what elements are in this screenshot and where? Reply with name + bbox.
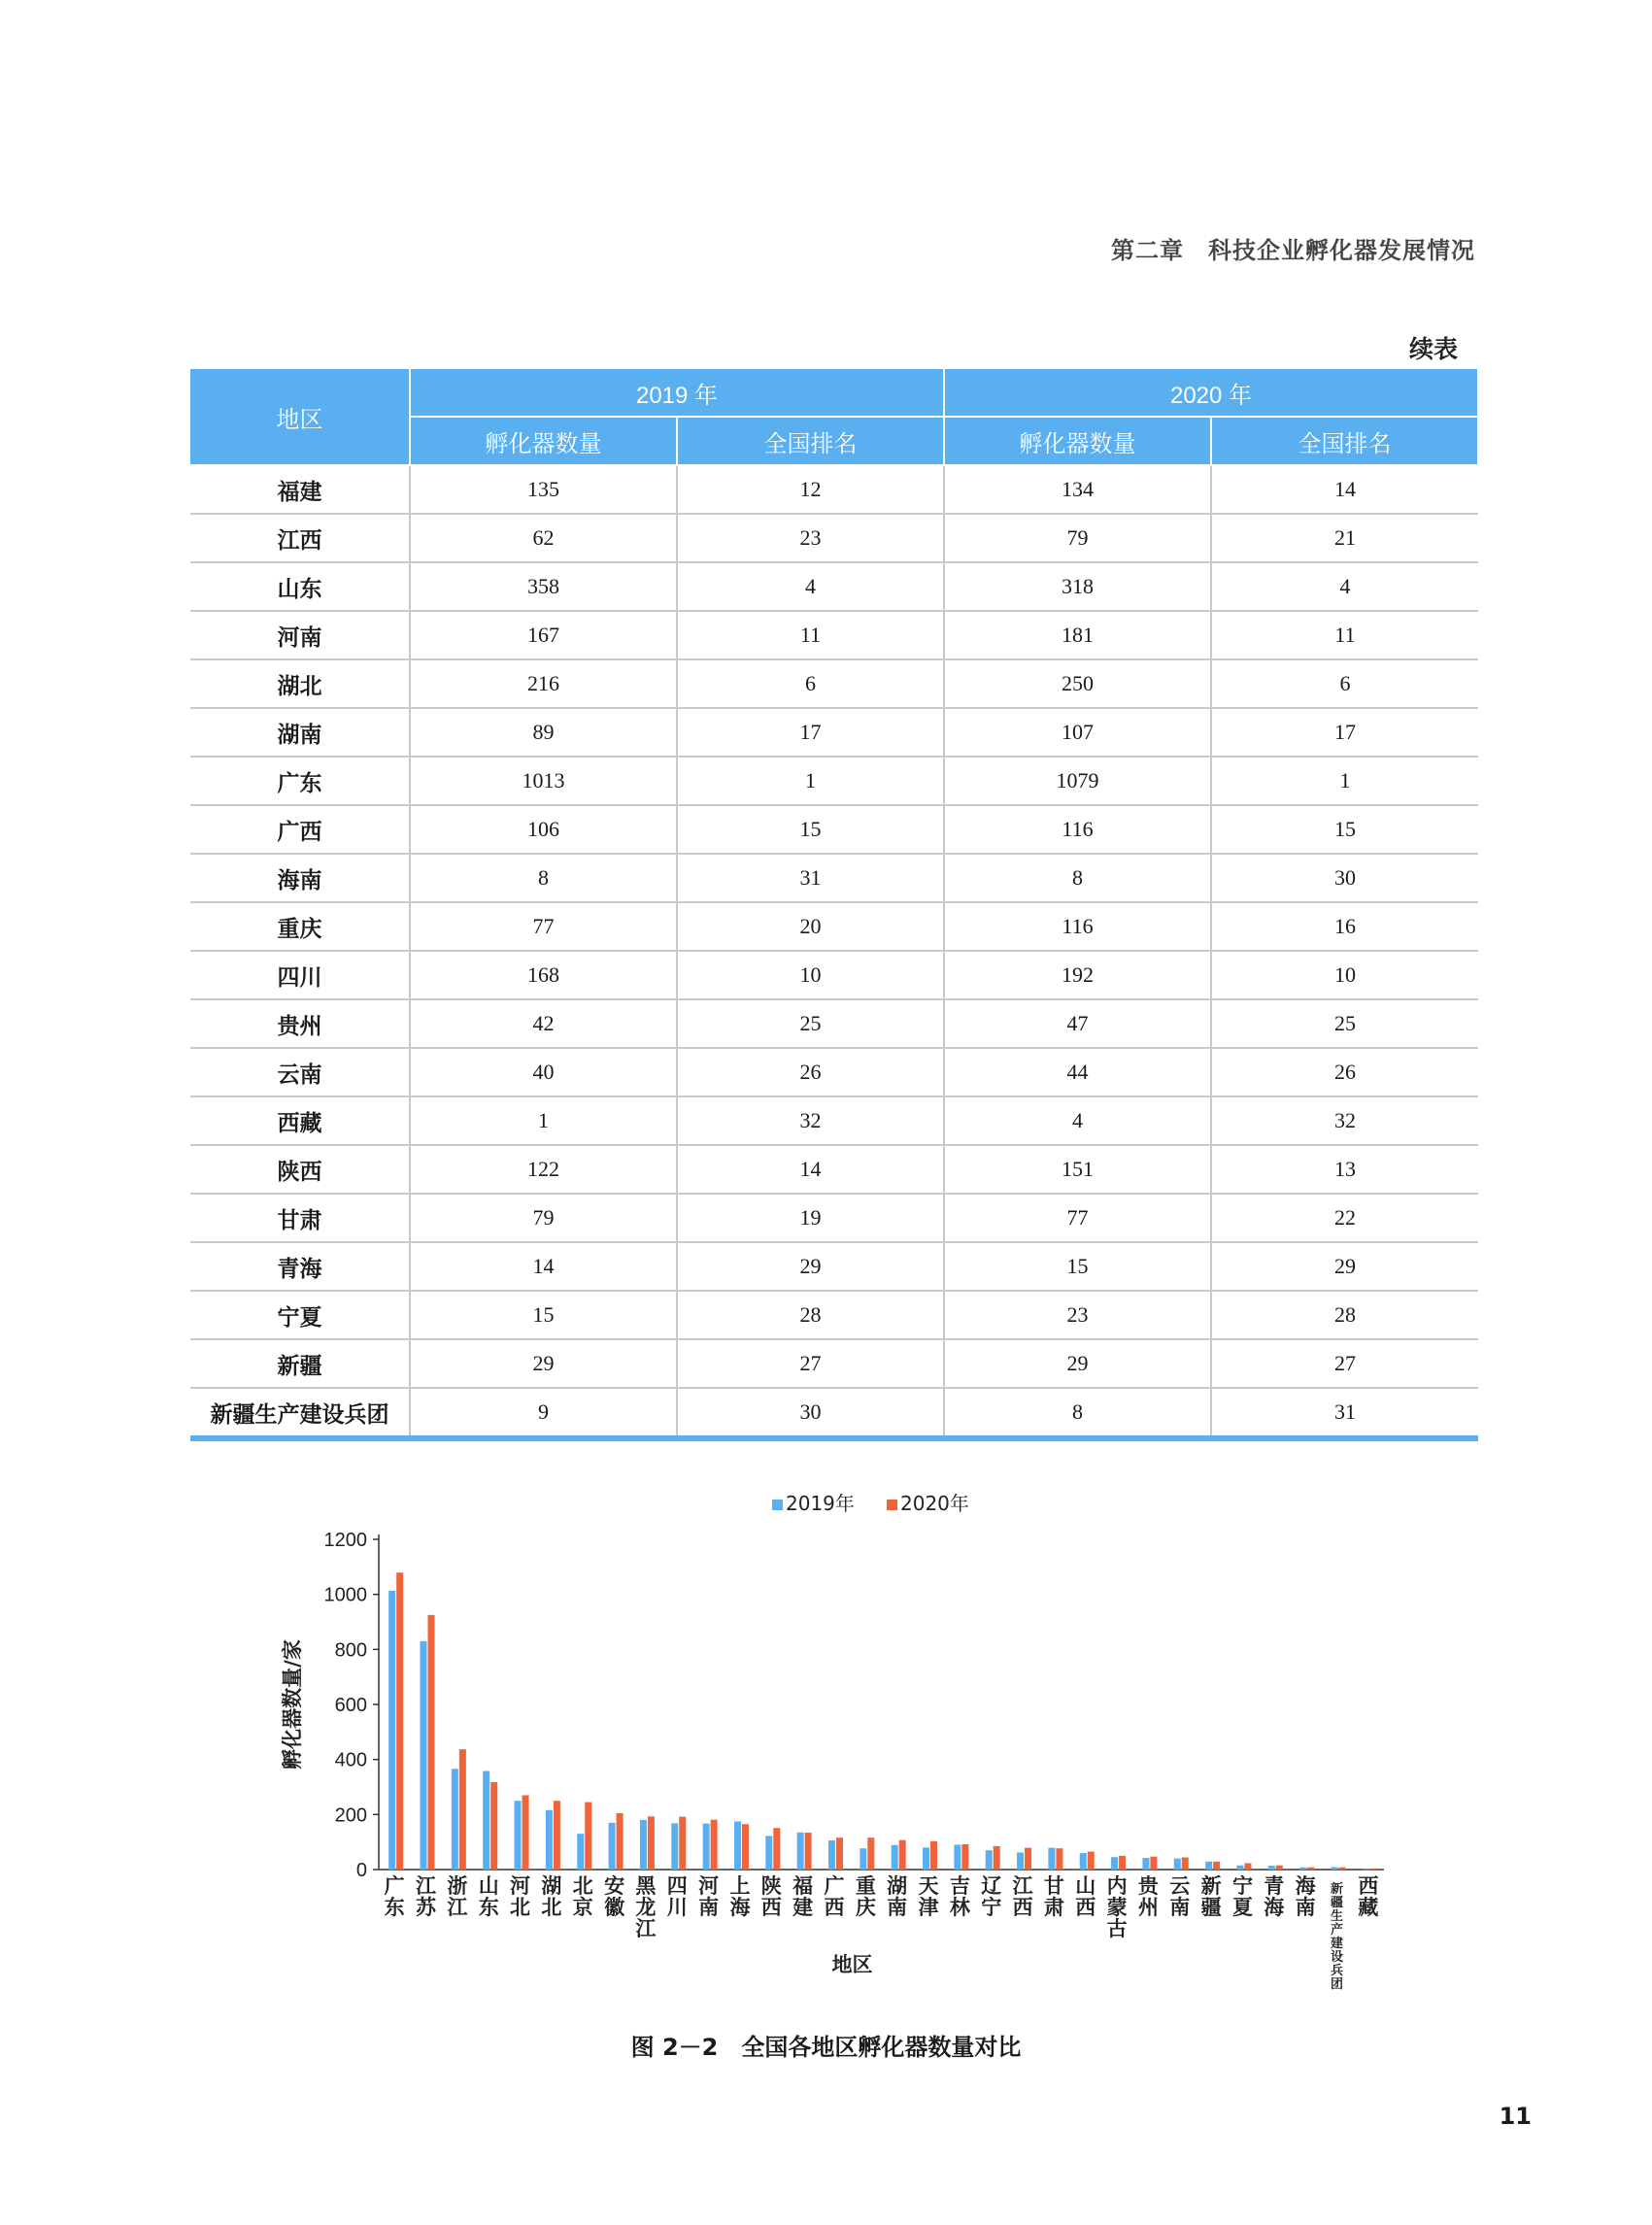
y-tick-label: 0: [355, 1860, 367, 1881]
header-year-2019: 2019 年: [410, 368, 944, 417]
x-tick-label: 四川: [666, 1874, 688, 1919]
bar-2019: [1205, 1862, 1212, 1870]
bar-2020: [1213, 1862, 1220, 1870]
x-tick-label: 广东: [384, 1874, 405, 1919]
x-tick-label: 内蒙古: [1106, 1874, 1128, 1940]
cell-count-2019: 1013: [410, 757, 677, 805]
cell-rank-2019: 1: [677, 757, 944, 805]
bar-2020: [899, 1840, 906, 1870]
bar-2020: [585, 1803, 591, 1870]
y-tick-label: 1200: [323, 1530, 367, 1551]
cell-region: 广东: [190, 757, 410, 805]
x-tick-label: 河南: [698, 1874, 720, 1919]
cell-count-2019: 40: [410, 1048, 677, 1096]
cell-rank-2019: 30: [677, 1388, 944, 1438]
cell-rank-2019: 32: [677, 1096, 944, 1145]
cell-rank-2020: 32: [1211, 1096, 1478, 1145]
cell-count-2019: 29: [410, 1339, 677, 1388]
bar-chart-svg: [262, 1486, 1408, 1991]
bar-2019: [388, 1591, 395, 1870]
x-tick-label: 山西: [1075, 1874, 1096, 1919]
cell-count-2020: 29: [944, 1339, 1211, 1388]
table-row: [190, 1242, 1478, 1291]
cell-rank-2019: 14: [677, 1145, 944, 1194]
bar-2020: [1182, 1858, 1189, 1870]
cell-region: 西藏: [190, 1096, 410, 1145]
y-tick-label: 200: [334, 1804, 367, 1827]
table-row: [190, 1048, 1478, 1096]
bar-2019: [640, 1820, 647, 1870]
x-tick-label: 山东: [478, 1874, 499, 1919]
cell-region: 广西: [190, 805, 410, 854]
y-tick-label: 1000: [323, 1584, 367, 1606]
cell-region: 湖北: [190, 659, 410, 708]
bar-2019: [954, 1845, 961, 1871]
cell-rank-2020: 25: [1211, 999, 1478, 1048]
bar-2020: [617, 1813, 624, 1870]
bar-chart: [262, 1486, 1408, 1991]
bar-2020: [459, 1749, 466, 1870]
cell-rank-2019: 20: [677, 902, 944, 951]
cell-rank-2020: 15: [1211, 805, 1478, 854]
bar-2020: [428, 1615, 435, 1870]
table-row: [190, 1194, 1478, 1242]
bar-2019: [1017, 1852, 1024, 1870]
cell-count-2020: 318: [944, 562, 1211, 611]
bar-2020: [490, 1782, 497, 1870]
bar-2019: [797, 1833, 804, 1870]
table-row: [190, 611, 1478, 659]
x-tick-label: 贵州: [1137, 1874, 1159, 1919]
cell-rank-2020: 4: [1211, 562, 1478, 611]
bar-2020: [867, 1837, 874, 1870]
bar-2019: [986, 1850, 993, 1870]
cell-count-2019: 167: [410, 611, 677, 659]
cell-region: 贵州: [190, 999, 410, 1048]
cell-count-2020: 250: [944, 659, 1211, 708]
cell-region: 新疆生产建设兵团: [190, 1388, 410, 1438]
bar-2020: [1056, 1848, 1062, 1870]
cell-count-2019: 358: [410, 562, 677, 611]
table-row: [190, 562, 1478, 611]
table-row: [190, 757, 1478, 805]
bar-2019: [452, 1769, 458, 1870]
table-row: [190, 1096, 1478, 1145]
cell-rank-2019: 26: [677, 1048, 944, 1096]
bar-2019: [671, 1823, 678, 1870]
cell-count-2020: 79: [944, 514, 1211, 562]
x-tick-label: 江苏: [416, 1874, 437, 1919]
cell-count-2020: 192: [944, 951, 1211, 999]
cell-rank-2019: 12: [677, 465, 944, 514]
cell-count-2019: 79: [410, 1194, 677, 1242]
cell-count-2019: 168: [410, 951, 677, 999]
table-row: [190, 1291, 1478, 1339]
bar-2019: [923, 1847, 929, 1870]
bar-2019: [860, 1848, 866, 1870]
cell-count-2020: 116: [944, 805, 1211, 854]
cell-rank-2020: 11: [1211, 611, 1478, 659]
cell-region: 重庆: [190, 902, 410, 951]
figure-caption: 图 2－2 全国各地区孵化器数量对比: [630, 2034, 1022, 2061]
cell-region: 青海: [190, 1242, 410, 1291]
bar-2020: [930, 1841, 937, 1870]
bar-2020: [836, 1837, 843, 1870]
cell-rank-2019: 6: [677, 659, 944, 708]
x-tick-label: 河北: [510, 1874, 531, 1919]
cell-count-2020: 116: [944, 902, 1211, 951]
x-tick-label: 浙江: [447, 1874, 468, 1919]
cell-count-2020: 1079: [944, 757, 1211, 805]
cell-count-2020: 134: [944, 465, 1211, 514]
bar-2019: [1174, 1859, 1181, 1870]
bar-2019: [577, 1834, 584, 1870]
header-rank-2019: 全国排名: [677, 417, 944, 465]
cell-rank-2020: 28: [1211, 1291, 1478, 1339]
header-rank-2020: 全国排名: [1211, 417, 1478, 465]
bar-2020: [805, 1833, 812, 1870]
x-tick-label: 福建: [792, 1874, 814, 1919]
table-row: [190, 854, 1478, 902]
bar-2019: [1236, 1866, 1243, 1870]
cell-count-2020: 107: [944, 708, 1211, 757]
bar-2020: [994, 1846, 1000, 1870]
cell-count-2019: 122: [410, 1145, 677, 1194]
page-number: 11: [1499, 2103, 1532, 2130]
cell-region: 陕西: [190, 1145, 410, 1194]
incubator-table: [190, 367, 1479, 1441]
cell-rank-2019: 31: [677, 854, 944, 902]
cell-rank-2019: 11: [677, 611, 944, 659]
cell-region: 宁夏: [190, 1291, 410, 1339]
cell-rank-2020: 16: [1211, 902, 1478, 951]
cell-count-2019: 216: [410, 659, 677, 708]
cell-rank-2019: 15: [677, 805, 944, 854]
bar-2019: [765, 1836, 772, 1870]
legend-swatch-2019: [772, 1500, 783, 1510]
table-row: [190, 805, 1478, 854]
bar-2019: [515, 1801, 522, 1870]
x-tick-label: 新疆: [1200, 1874, 1222, 1919]
bar-2019: [703, 1824, 710, 1870]
bar-2020: [1338, 1868, 1345, 1870]
cell-rank-2020: 31: [1211, 1388, 1478, 1438]
cell-count-2019: 9: [410, 1388, 677, 1438]
table-row: [190, 514, 1478, 562]
cell-count-2019: 42: [410, 999, 677, 1048]
x-axis-label: 地区: [831, 1953, 873, 1976]
cell-rank-2020: 10: [1211, 951, 1478, 999]
bar-2020: [711, 1820, 718, 1870]
bar-2020: [396, 1572, 403, 1870]
cell-rank-2019: 27: [677, 1339, 944, 1388]
x-tick-label: 北京: [572, 1874, 593, 1919]
header-region: 地区: [190, 368, 410, 465]
x-tick-label: 青海: [1264, 1874, 1285, 1919]
x-tick-label: 陕西: [760, 1874, 782, 1919]
cell-count-2020: 181: [944, 611, 1211, 659]
x-tick-label: 湖北: [541, 1874, 562, 1919]
bar-2019: [734, 1821, 741, 1870]
x-tick-label: 海南: [1295, 1874, 1316, 1919]
cell-region: 河南: [190, 611, 410, 659]
y-tick-label: 400: [334, 1749, 367, 1771]
cell-region: 海南: [190, 854, 410, 902]
x-tick-label: 重庆: [855, 1874, 876, 1919]
cell-rank-2019: 25: [677, 999, 944, 1048]
header-year-2020: 2020 年: [944, 368, 1478, 417]
cell-count-2019: 135: [410, 465, 677, 514]
cell-count-2019: 15: [410, 1291, 677, 1339]
y-axis-label: 孵化器数量/家: [281, 1639, 304, 1770]
cell-count-2020: 8: [944, 854, 1211, 902]
cell-rank-2019: 4: [677, 562, 944, 611]
cell-rank-2020: 26: [1211, 1048, 1478, 1096]
cell-rank-2020: 29: [1211, 1242, 1478, 1291]
x-tick-label: 辽宁: [981, 1874, 1002, 1919]
bar-2019: [483, 1771, 489, 1870]
bar-2020: [648, 1816, 655, 1870]
bar-2020: [773, 1828, 780, 1870]
table-row: [190, 465, 1478, 514]
header-count-2019: 孵化器数量: [410, 417, 677, 465]
table-row: [190, 1388, 1478, 1438]
bar-2020: [1370, 1869, 1377, 1870]
bar-2019: [828, 1840, 835, 1870]
y-tick-label: 600: [334, 1695, 367, 1716]
x-tick-label: 天津: [918, 1874, 939, 1919]
cell-rank-2020: 13: [1211, 1145, 1478, 1194]
cell-count-2019: 14: [410, 1242, 677, 1291]
x-tick-label: 云南: [1169, 1874, 1191, 1919]
bar-2019: [1299, 1868, 1306, 1870]
bar-2019: [1080, 1853, 1087, 1870]
bar-2020: [1150, 1857, 1157, 1870]
cell-region: 云南: [190, 1048, 410, 1096]
bar-2019: [892, 1845, 898, 1870]
table-row: [190, 659, 1478, 708]
cell-region: 湖南: [190, 708, 410, 757]
bar-2020: [1307, 1868, 1314, 1870]
cell-region: 江西: [190, 514, 410, 562]
cell-count-2019: 1: [410, 1096, 677, 1145]
bar-2020: [742, 1824, 749, 1870]
cell-count-2020: 8: [944, 1388, 1211, 1438]
cell-count-2020: 77: [944, 1194, 1211, 1242]
cell-count-2020: 47: [944, 999, 1211, 1048]
cell-count-2020: 151: [944, 1145, 1211, 1194]
cell-region: 山东: [190, 562, 410, 611]
bar-2020: [1025, 1848, 1031, 1870]
cell-rank-2019: 29: [677, 1242, 944, 1291]
table-row: [190, 1339, 1478, 1388]
legend-swatch-2020: [887, 1500, 897, 1510]
bar-2019: [1268, 1866, 1275, 1870]
cell-rank-2020: 27: [1211, 1339, 1478, 1388]
bar-2020: [1119, 1856, 1126, 1870]
x-tick-label: 宁夏: [1231, 1874, 1253, 1919]
bar-2020: [1276, 1866, 1283, 1870]
cell-rank-2020: 6: [1211, 659, 1478, 708]
bar-2020: [554, 1801, 560, 1870]
cell-rank-2020: 14: [1211, 465, 1478, 514]
x-tick-label: 吉林: [949, 1874, 970, 1919]
table-row: [190, 708, 1478, 757]
x-tick-label: 上海: [729, 1874, 751, 1919]
cell-count-2019: 77: [410, 902, 677, 951]
x-tick-label: 西藏: [1358, 1874, 1379, 1919]
cell-region: 新疆: [190, 1339, 410, 1388]
cell-rank-2019: 10: [677, 951, 944, 999]
cell-rank-2019: 17: [677, 708, 944, 757]
x-tick-label: 黑龙江: [635, 1874, 657, 1940]
legend-label-2020: 2020年: [900, 1492, 969, 1515]
cell-rank-2020: 17: [1211, 708, 1478, 757]
x-tick-label: 甘肃: [1043, 1874, 1064, 1919]
continued-label: 续表: [1408, 335, 1458, 363]
cell-rank-2020: 1: [1211, 757, 1478, 805]
table-row: [190, 1145, 1478, 1194]
cell-count-2019: 62: [410, 514, 677, 562]
x-tick-label: 江西: [1012, 1874, 1033, 1919]
cell-rank-2019: 23: [677, 514, 944, 562]
bar-2020: [679, 1817, 686, 1870]
cell-count-2019: 89: [410, 708, 677, 757]
x-tick-label: 湖南: [887, 1874, 908, 1919]
cell-count-2020: 44: [944, 1048, 1211, 1096]
bar-2019: [1048, 1848, 1055, 1870]
table-row: [190, 999, 1478, 1048]
bar-2020: [1244, 1863, 1251, 1870]
running-head: 第二章 科技企业孵化器发展情况: [1111, 237, 1475, 264]
cell-count-2020: 15: [944, 1242, 1211, 1291]
cell-rank-2019: 19: [677, 1194, 944, 1242]
cell-region: 福建: [190, 465, 410, 514]
bar-2020: [523, 1796, 529, 1871]
x-tick-label: 广西: [824, 1874, 845, 1919]
bar-2019: [1331, 1867, 1337, 1870]
bar-2019: [1142, 1858, 1149, 1870]
bar-2019: [609, 1823, 616, 1870]
cell-rank-2020: 30: [1211, 854, 1478, 902]
table-row: [190, 951, 1478, 999]
bar-2019: [1363, 1870, 1369, 1871]
x-tick-label: 安徽: [604, 1874, 625, 1919]
cell-count-2020: 4: [944, 1096, 1211, 1145]
cell-count-2019: 106: [410, 805, 677, 854]
cell-rank-2020: 21: [1211, 514, 1478, 562]
cell-rank-2019: 28: [677, 1291, 944, 1339]
cell-region: 甘肃: [190, 1194, 410, 1242]
y-tick-label: 800: [334, 1639, 367, 1662]
bar-2020: [961, 1844, 968, 1870]
bar-2019: [546, 1810, 553, 1870]
cell-count-2019: 8: [410, 854, 677, 902]
x-tick-label: 新疆生产建设兵团: [1330, 1882, 1343, 1991]
cell-rank-2020: 22: [1211, 1194, 1478, 1242]
cell-count-2020: 23: [944, 1291, 1211, 1339]
bar-2019: [1111, 1857, 1118, 1870]
legend-label-2019: 2019年: [786, 1492, 855, 1515]
header-count-2020: 孵化器数量: [944, 417, 1211, 465]
bar-2020: [1088, 1852, 1095, 1870]
table-row: [190, 902, 1478, 951]
cell-region: 四川: [190, 951, 410, 999]
bar-2019: [421, 1641, 427, 1870]
